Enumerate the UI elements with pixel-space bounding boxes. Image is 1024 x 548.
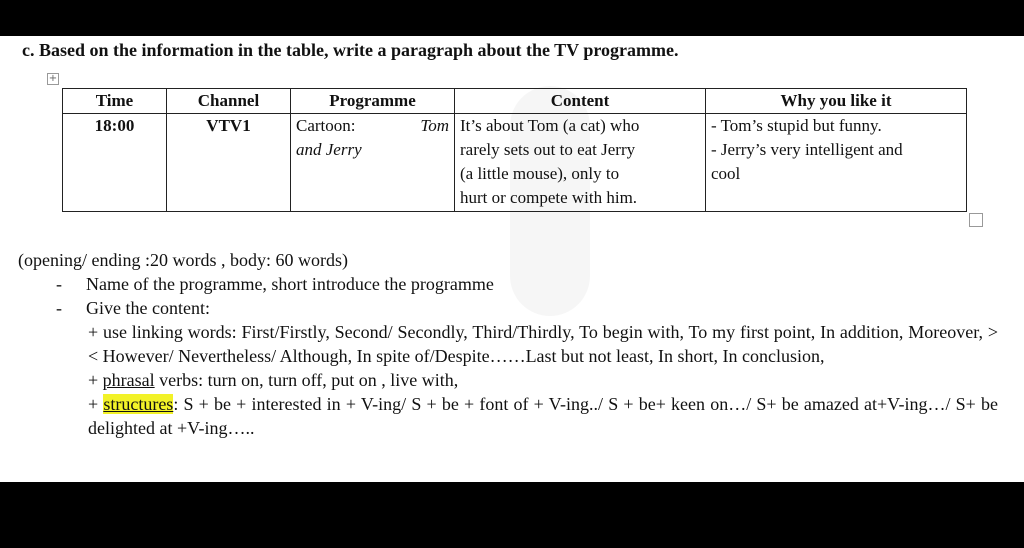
structures-prefix: + [88, 394, 104, 414]
header-time: Time [63, 89, 167, 114]
cell-content [455, 114, 706, 212]
linking-words: + use linking words: First/Firstly, Second/ Secondly, Third/Thirdly, To begin with, To my first point, In addition, Moreover, >< However/ Nevertheless/ Although, In spite of/Despite……Last but not least, In short, In conclusion, [88, 322, 998, 366]
header-channel: Channel [167, 89, 291, 114]
header-why: Why you like it [706, 89, 967, 114]
cell-channel: VTV1 [167, 114, 291, 212]
structures-label: structures [103, 394, 174, 414]
bullet-item [18, 272, 998, 296]
structures-rest: : S + be + interested in + V-ing/ S + be + font of + V-ing../ S + be+ keen on…/ S+ be amazed at+V-ing…/ S+ be delighted at +V-ing….. [88, 394, 998, 438]
cell-why [706, 114, 967, 212]
phrasal-verbs [18, 368, 998, 392]
phrasal-word: phrasal [102, 370, 155, 390]
word-count-note: (opening/ ending :20 words , body: 60 words) [18, 250, 348, 270]
table-resize-handle[interactable] [969, 213, 983, 227]
why-line: - Tom’s stupid but funny. [711, 116, 882, 135]
table-header-row [63, 89, 967, 114]
bullet-dash: - [56, 274, 62, 294]
table-move-handle-icon[interactable]: + [48, 73, 58, 84]
header-content: Content [455, 89, 706, 114]
content-line: It’s about Tom (a cat) who [460, 116, 640, 135]
programme-title-1: Tom [420, 116, 449, 135]
exercise-heading: c. Based on the information in the table, write a paragraph about the TV programme. [22, 40, 679, 60]
bullet-item [18, 296, 998, 320]
instructions [18, 248, 998, 440]
programme-prefix: Cartoon: [296, 116, 356, 135]
phrasal-prefix: + [88, 370, 103, 390]
table-row [63, 114, 967, 212]
content-line: rarely sets out to eat Jerry [460, 140, 636, 159]
bullet-text: Name of the programme, short introduce the programme [86, 274, 494, 294]
structures [18, 392, 998, 440]
cell-programme [291, 114, 455, 212]
phrasal-rest: verbs: turn on, turn off, put on , live with, [154, 370, 459, 390]
header-programme: Programme [291, 89, 455, 114]
bullet-dash: - [56, 298, 62, 318]
programme-title-2: and Jerry [296, 140, 362, 159]
why-line: - Jerry’s very intelligent and [711, 140, 903, 159]
document-page [0, 36, 1024, 482]
why-line: cool [711, 164, 741, 183]
cell-time: 18:00 [63, 114, 167, 212]
tv-programme-table [62, 88, 967, 212]
content-line: (a little mouse), only to [460, 164, 620, 183]
content-line: hurt or compete with him. [460, 188, 638, 207]
bullet-text: Give the content: [86, 298, 210, 318]
